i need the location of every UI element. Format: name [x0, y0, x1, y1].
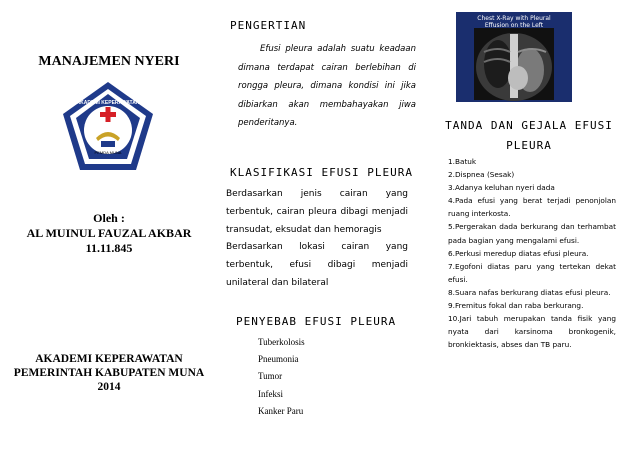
- tanda-list: [448, 155, 616, 351]
- content-panel-middle: [218, 0, 418, 451]
- list-item: 5.Pergerakan dada berkurang dan terhambat pada bagian yang mengalami efusi.: [448, 222, 616, 245]
- klasifikasi-paragraph-2: Berdasarkan lokasi cairan yang terbentuk, efusi dibagi menjadi unilateral dan bilateral: [226, 242, 408, 288]
- logo-lettering-top: AKADEMI KEPERAWATAN: [76, 100, 140, 106]
- institution-block: [0, 352, 218, 394]
- list-item: Infeksi: [258, 388, 283, 399]
- institution-line1: AKADEMI KEPERAWATAN: [35, 353, 183, 365]
- pengertian-heading: PENGERTIAN: [230, 19, 307, 32]
- pengertian-text: Efusi pleura adalah suatu keadaan dimana terdapat cairan berlebihan di rongga pleura, dimana kondisi ini jika dibiarkan akan membahayakan jiwa penderitanya.: [238, 44, 416, 128]
- list-item: 4.Pada efusi yang berat terjadi penonjolan ruang interkosta.: [448, 196, 616, 219]
- author-block: [0, 211, 218, 256]
- list-item: Kanker Paru: [258, 405, 304, 416]
- klasifikasi-paragraph-1: Berdasarkan jenis cairan yang terbentuk, cairan pleura dibagi menjadi transudat, eksudat dan hemoragis: [226, 189, 408, 235]
- list-item: 9.Fremitus fokal dan raba berkurang.: [448, 301, 584, 311]
- list-item: 10.Jari tabuh merupakan tanda fisik yang nyata dari karsinoma bronkogenik, bronkiektasis, abses dan TB paru.: [448, 314, 616, 350]
- klasifikasi-heading: KLASIFIKASI EFUSI PLEURA: [230, 166, 413, 179]
- tanda-heading: [420, 116, 638, 156]
- list-item: 1.Batuk: [448, 157, 477, 166]
- chest-xray-image: [456, 12, 572, 102]
- list-item: 7.Egofoni diatas paru yang tertekan dekat efusi.: [448, 261, 616, 284]
- academy-logo: [58, 80, 158, 180]
- klasifikasi-text: [226, 186, 408, 293]
- author-prefix: Oleh :: [93, 211, 125, 225]
- leaflet-title: MANAJEMEN NYERI: [38, 54, 180, 69]
- penyebab-list: [258, 334, 305, 420]
- tanda-heading-line2: PLEURA: [506, 139, 552, 152]
- institution-year: 2014: [97, 381, 121, 393]
- list-item: Pneumonia: [258, 354, 299, 365]
- list-item: Tuberkolosis: [258, 337, 305, 347]
- xray-caption: [456, 15, 572, 29]
- author-id: 11.11.845: [85, 241, 133, 255]
- cover-panel: [0, 0, 218, 451]
- institution-line2: PEMERINTAH KABUPATEN MUNA: [13, 367, 205, 379]
- content-panel-right: [420, 0, 638, 451]
- list-item: Tumor: [258, 371, 283, 382]
- list-item: 8.Suara nafas berkurang diatas efusi pleura.: [448, 287, 611, 297]
- author-name: AL MUINUL FAUZAL AKBAR: [26, 226, 192, 240]
- xray-caption-line2: Effusion on the Left: [484, 22, 544, 29]
- list-item: 6.Perkusi meredup diatas efusi pleura.: [448, 248, 589, 258]
- list-item: 2.Dispnea (Sesak): [448, 170, 515, 180]
- list-item: 3.Adanya keluhan nyeri dada: [448, 183, 555, 193]
- tanda-heading-line1: TANDA DAN GEJALA EFUSI: [445, 119, 613, 132]
- xray-caption-line1: Chest X-Ray with Pleural: [477, 15, 551, 22]
- logo-lettering-bottom: PEMDA MUNA: [94, 150, 122, 155]
- penyebab-heading: PENYEBAB EFUSI PLEURA: [236, 315, 397, 328]
